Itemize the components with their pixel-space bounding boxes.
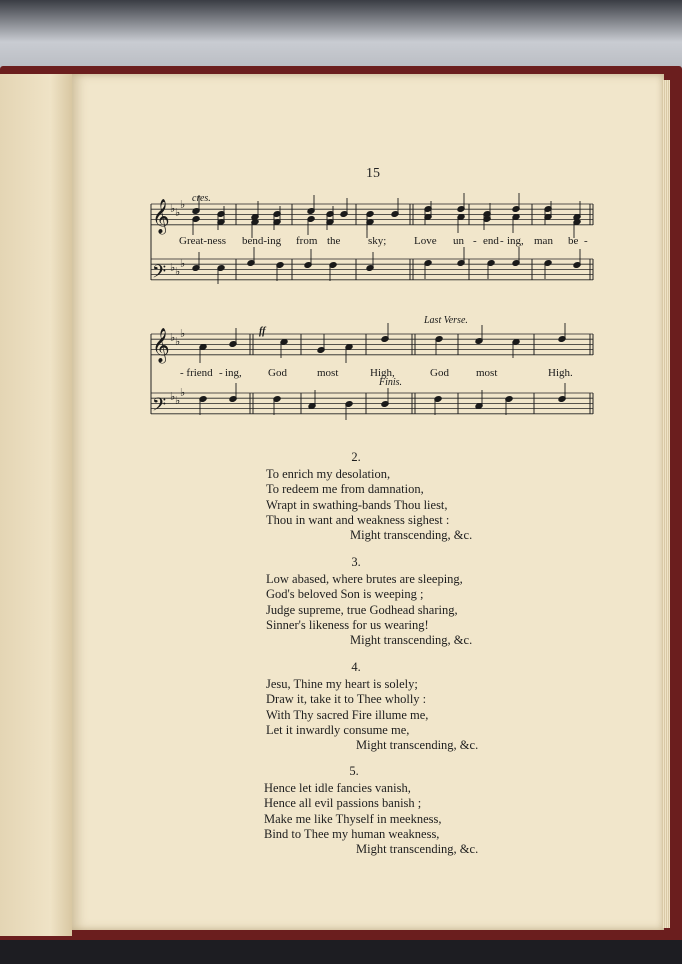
- refrain: Might transcending, &c.: [350, 633, 473, 648]
- svg-text:♭: ♭: [175, 395, 181, 407]
- svg-text:bend-ing: bend-ing: [242, 235, 282, 247]
- bass-clef-icon: 𝄢: [152, 261, 167, 286]
- verse-number: 2.: [351, 450, 361, 464]
- svg-text:♭: ♭: [180, 387, 186, 399]
- verse-4: 4. Jesu, Thine my heart is solely; Draw it, take it to Thee wholly : With Thy sacred Fire illume me, Let it inwardly consume me, Might transcending, &c.: [266, 660, 479, 753]
- verse-3: 3. Low abased, where brutes are sleeping, God's beloved Son is weeping ; Judge supreme, true Godhead sharing, Sinner's likeness for us wearing! Might transcending, &c.: [266, 555, 473, 648]
- refrain: Might transcending, &c.: [356, 738, 479, 753]
- svg-text:Love: Love: [414, 235, 437, 247]
- svg-text:Great-ness: Great-ness: [179, 235, 227, 247]
- svg-text:♭: ♭: [180, 199, 186, 211]
- svg-text:from: from: [296, 235, 318, 247]
- last-verse-label: Last Verse.: [424, 315, 468, 326]
- treble-clef-icon: 𝄞: [152, 329, 170, 362]
- svg-text:♭: ♭: [175, 207, 181, 219]
- svg-text:sky;: sky;: [368, 235, 387, 247]
- svg-text:♭: ♭: [170, 391, 176, 403]
- svg-text:man: man: [534, 235, 553, 247]
- svg-text:♭: ♭: [170, 262, 176, 274]
- svg-text:end: end: [483, 235, 499, 247]
- lyrics-system-2: [180, 367, 573, 379]
- verse-number: 5.: [349, 764, 359, 778]
- svg-text:un: un: [453, 235, 464, 247]
- treble-clef-icon: 𝄞: [152, 200, 170, 233]
- verse-number: 4.: [351, 660, 361, 674]
- svg-text:ing,: ing,: [225, 367, 242, 379]
- svg-text:ing,: ing,: [507, 235, 524, 247]
- svg-text:most: most: [317, 367, 339, 379]
- svg-text:♭: ♭: [180, 328, 186, 340]
- bass-clef-icon: 𝄢: [152, 394, 167, 419]
- svg-text:-: -: [500, 235, 504, 247]
- svg-text:be: be: [568, 235, 579, 247]
- svg-text:- friend: - friend: [180, 367, 213, 379]
- crescendo-mark: cres.: [192, 193, 211, 204]
- scan-bottom: [0, 940, 682, 964]
- music-score: [0, 0, 682, 440]
- svg-text:♭: ♭: [170, 332, 176, 344]
- svg-text:God: God: [430, 367, 449, 379]
- svg-text:most: most: [476, 367, 498, 379]
- svg-text:-: -: [219, 367, 223, 379]
- svg-text:♭: ♭: [175, 266, 181, 278]
- fortissimo-mark: ff: [259, 326, 266, 337]
- svg-text:-: -: [584, 235, 588, 247]
- clefs: [152, 199, 170, 419]
- verse-2: 2. To enrich my desolation, To redeem me from damnation, Wrapt in swathing-bands Thou liest, Thou in want and weakness sighest : Might transcending, &c.: [266, 450, 473, 543]
- svg-text:High,: High,: [370, 367, 395, 379]
- svg-text:-: -: [473, 235, 477, 247]
- refrain: Might transcending, &c.: [350, 528, 473, 543]
- finis-label: Finis.: [379, 377, 403, 388]
- svg-text:High.: High.: [548, 367, 573, 379]
- lyrics-system-1: [179, 235, 588, 247]
- svg-text:the: the: [327, 235, 341, 247]
- verse-number: 3.: [351, 555, 361, 569]
- page-number: 15: [366, 166, 380, 181]
- svg-text:God: God: [268, 367, 287, 379]
- svg-text:♭: ♭: [180, 258, 186, 270]
- svg-text:♭: ♭: [175, 336, 181, 348]
- verse-5: 5. Hence let idle fancies vanish, Hence all evil passions banish ; Make me like Thyself in meekness, Bind to Thee my human weakness, Might transcending, &c.: [264, 764, 479, 857]
- svg-text:♭: ♭: [170, 203, 176, 215]
- refrain: Might transcending, &c.: [356, 842, 479, 857]
